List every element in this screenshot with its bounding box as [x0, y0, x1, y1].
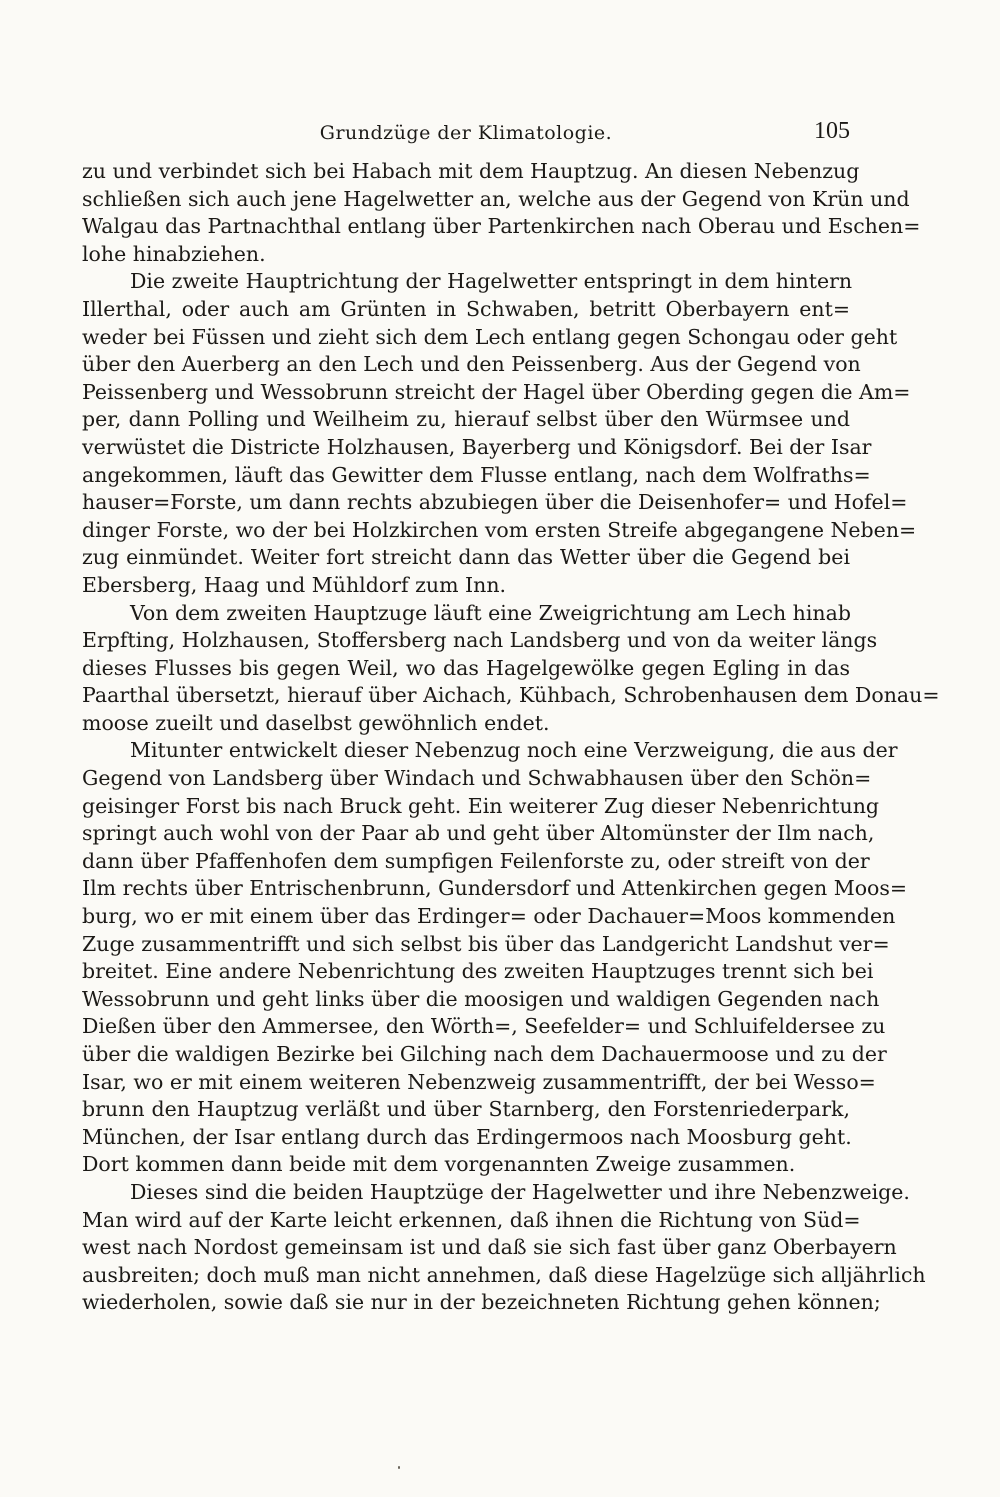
- paper-speck: [398, 1466, 400, 1469]
- text-line: dieses Flusses bis gegen Weil, wo das Hagelgewölke gegen Egling in das: [82, 655, 850, 680]
- text-line: Zuge zusammentrifft und sich selbst bis über das Landgericht Landshut ver=: [82, 931, 890, 956]
- text-line: brunn den Hauptzug verläßt und über Starnberg, den Forstenriederpark,: [82, 1097, 850, 1122]
- text-line: weder bei Füssen und zieht sich dem Lech entlang gegen Schongau oder geht: [82, 324, 898, 349]
- text-line: hauser=Forste, um dann rechts abzubiegen über die Deisenhofer= und Hofel=: [82, 490, 908, 515]
- text-line: München, der Isar entlang durch das Erdingermoos nach Moosburg geht.: [82, 1124, 852, 1149]
- paragraph: [82, 600, 940, 738]
- text-line: wiederholen, sowie daß sie nur in der bezeichneten Richtung gehen können;: [82, 1290, 881, 1315]
- text-line: angekommen, läuft das Gewitter dem Flusse entlang, nach dem Wolfraths=: [82, 462, 871, 487]
- text-line: zu und verbindet sich bei Habach mit dem Hauptzug. An diesen Nebenzug: [82, 159, 860, 183]
- text-line: breitet. Eine andere Nebenrichtung des zweiten Hauptzuges trennt sich bei: [82, 959, 874, 984]
- running-head: [82, 118, 850, 146]
- text-line: per, dann Polling und Weilheim zu, hierauf selbst über den Würmsee und: [82, 407, 850, 432]
- text-line: Illerthal, oder auch am Grünten in Schwaben, betritt Oberbayern ent=: [82, 296, 850, 321]
- text-line: schließen sich auch jene Hagelwetter an, welche aus der Gegend von Krün und: [82, 186, 910, 211]
- running-title: Grundzüge der Klimatologie.: [319, 122, 613, 144]
- text-line: Peissenberg und Wessobrunn streicht der Hagel über Oberding gegen die Am=: [82, 379, 911, 404]
- text-line: zug einmündet. Weiter fort streicht dann das Wetter über die Gegend bei: [82, 545, 850, 570]
- text-line: moose zueilt und daselbst gewöhnlich endet.: [82, 710, 550, 735]
- text-line: Mitunter entwickelt dieser Nebenzug noch eine Verzweigung, die aus der: [130, 738, 898, 763]
- text-line: dinger Forste, wo der bei Holzkirchen vom ersten Streife abgegangene Neben=: [82, 517, 917, 542]
- text-line: über die waldigen Bezirke bei Gilching nach dem Dachauermoose und zu der: [82, 1042, 887, 1066]
- text-line: Dort kommen dann beide mit dem vorgenannten Zweige zusammen.: [82, 1152, 796, 1177]
- text-line: geisinger Forst bis nach Bruck geht. Ein weiterer Zug dieser Nebenrichtung: [82, 793, 880, 818]
- text-line: Erpfting, Holzhausen, Stoffersberg nach Landsberg und von da weiter längs: [82, 628, 878, 653]
- text-line: Dießen über den Ammersee, den Wörth=, Seefelder= und Schluifeldersee zu: [82, 1014, 886, 1039]
- text-line: Isar, wo er mit einem weiteren Nebenzweig zusammentrifft, der bei Wesso=: [82, 1069, 876, 1094]
- paragraph: [82, 1179, 926, 1317]
- text-line: über den Auerberg an den Lech und den Peissenberg. Aus der Gegend von: [82, 352, 861, 377]
- paragraph: [82, 737, 908, 1179]
- text-line: west nach Nordost gemeinsam ist und daß sie sich fast über ganz Oberbayern: [82, 1235, 897, 1260]
- text-line: Ebersberg, Haag und Mühldorf zum Inn.: [82, 572, 507, 597]
- text-line: burg, wo er mit einem über das Erdinger= oder Dachauer=Moos kommenden: [82, 904, 896, 929]
- text-line: Gegend von Landsberg über Windach und Schwabhausen über den Schön=: [82, 766, 872, 791]
- paragraph: [82, 268, 917, 599]
- text-line: Paarthal übersetzt, hierauf über Aichach, Kühbach, Schrobenhausen dem Donau=: [82, 683, 940, 708]
- text-line: lohe hinabziehen.: [82, 241, 266, 266]
- text-line: Wessobrunn und geht links über die moosigen und waldigen Gegenden nach: [82, 986, 880, 1011]
- text-line: Walgau das Partnachthal entlang über Partenkirchen nach Oberau und Eschen=: [82, 214, 921, 239]
- text-line: verwüstet die Districte Holzhausen, Bayerberg und Königsdorf. Bei der Isar: [82, 434, 872, 459]
- paragraph: [82, 158, 921, 268]
- text-line: Von dem zweiten Hauptzuge läuft eine Zweigrichtung am Lech hinab: [130, 600, 851, 625]
- text-line: Ilm rechts über Entrischenbrunn, Gundersdorf und Attenkirchen gegen Moos=: [82, 876, 908, 901]
- text-line: dann über Pfaffenhofen dem sumpfigen Feilenforste zu, oder streift von der: [82, 848, 870, 873]
- text-line: Die zweite Hauptrichtung der Hagelwetter entspringt in dem hintern: [130, 269, 853, 294]
- page-number: 105: [814, 118, 850, 144]
- body-text: [82, 158, 940, 1317]
- text-line: ausbreiten; doch muß man nicht annehmen, daß diese Hagelzüge sich alljährlich: [82, 1262, 926, 1287]
- text-line: Dieses sind die beiden Hauptzüge der Hagelwetter und ihre Nebenzweige.: [130, 1179, 910, 1204]
- text-line: Man wird auf der Karte leicht erkennen, daß ihnen die Richtung von Süd=: [82, 1207, 861, 1232]
- text-line: springt auch wohl von der Paar ab und geht über Altomünster der Ilm nach,: [82, 821, 875, 846]
